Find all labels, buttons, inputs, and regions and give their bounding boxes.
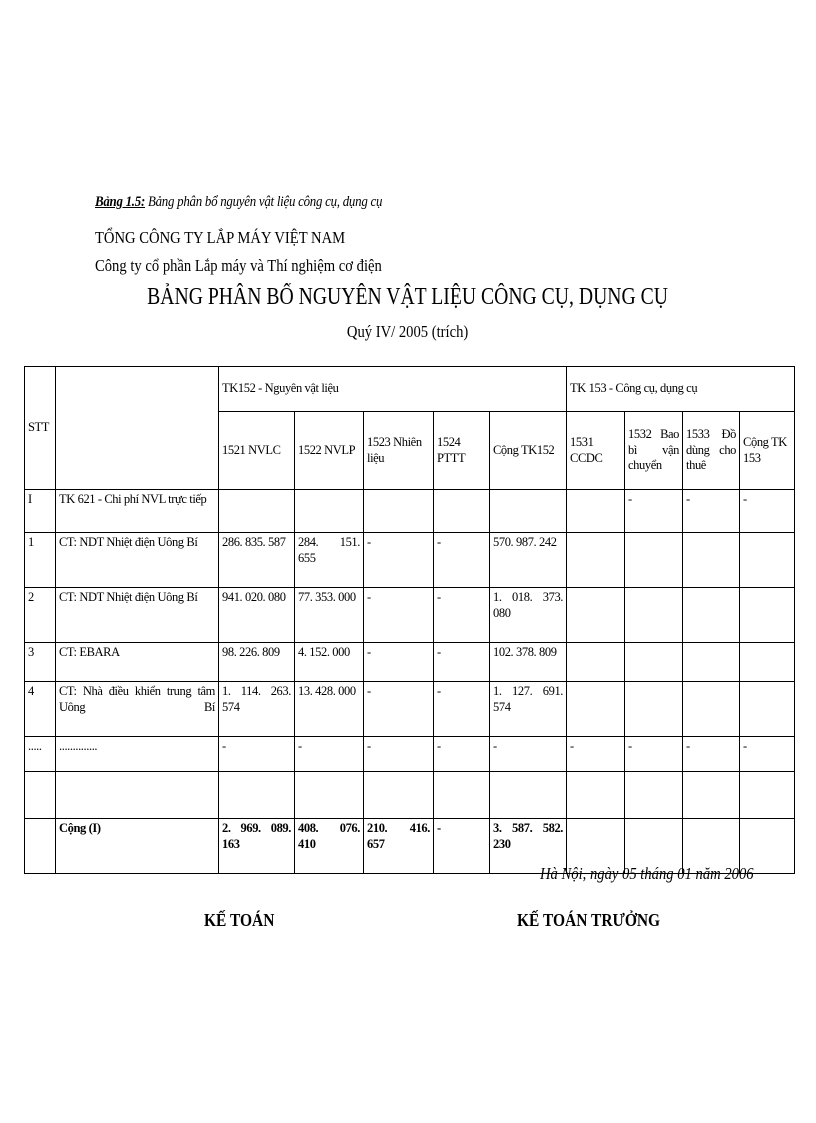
cell-1523: -: [364, 588, 434, 643]
header-total-tk153: Cộng TK 153: [740, 412, 795, 490]
cell-1521: 286. 835. 587: [219, 533, 295, 588]
cell-1522: [295, 490, 364, 533]
cell-total-tk152: 3. 587. 582. 230: [490, 819, 567, 874]
cell-1533: [683, 588, 740, 643]
cell-stt: 2: [25, 588, 56, 643]
cell-total-tk153: -: [740, 737, 795, 772]
cell-1531: [567, 588, 625, 643]
cell-1522: 4. 152. 000: [295, 643, 364, 682]
cell-1522: 284. 151. 655: [295, 533, 364, 588]
cell-1521: -: [219, 737, 295, 772]
cell-1531: [567, 772, 625, 819]
cell-1522: 408. 076. 410: [295, 819, 364, 874]
table-row: [25, 588, 795, 643]
cell-total-tk153: [740, 682, 795, 737]
header-1532: 1532 Bao bì vận chuyển: [625, 412, 683, 490]
cell-1533: [683, 682, 740, 737]
cell-1524: -: [434, 643, 490, 682]
table-caption: [95, 194, 382, 211]
cell-1523: -: [364, 737, 434, 772]
cell-total-tk152: 1. 127. 691. 574: [490, 682, 567, 737]
header-description: [56, 367, 219, 490]
cell-1521: [219, 490, 295, 533]
cell-1533: -: [683, 490, 740, 533]
header-1533: 1533 Đồ dùng cho thuê: [683, 412, 740, 490]
cell-description: CT: NDT Nhiệt điện Uông Bí: [56, 533, 219, 588]
cell-1533: [683, 643, 740, 682]
cell-1533: [683, 533, 740, 588]
cell-total-tk153: [740, 533, 795, 588]
cell-1532: -: [625, 737, 683, 772]
header-tk153: TK 153 - Công cụ, dụng cụ: [567, 367, 795, 412]
parent-organization: TỔNG CÔNG TY LẮP MÁY VIỆT NAM: [95, 228, 346, 247]
cell-1522: 13. 428. 000: [295, 682, 364, 737]
cell-1521: 98. 226. 809: [219, 643, 295, 682]
cell-total-tk153: [740, 588, 795, 643]
cell-total-tk152: 102. 378. 809: [490, 643, 567, 682]
company-name: Công ty cổ phần Lắp máy và Thí nghiệm cơ điện: [95, 256, 382, 275]
caption-text: Bảng phân bổ nguyên vật liệu công cụ, dụng cụ: [145, 194, 383, 210]
header-1524: 1524 PTTT: [434, 412, 490, 490]
cell-description: CT: EBARA: [56, 643, 219, 682]
cell-description: TK 621 - Chi phí NVL trực tiếp: [56, 490, 219, 533]
cell-1521: 1. 114. 263. 574: [219, 682, 295, 737]
header-stt: STT: [25, 367, 56, 490]
cell-stt: .....: [25, 737, 56, 772]
cell-stt: 3: [25, 643, 56, 682]
cell-1524: -: [434, 682, 490, 737]
header-row-top: [25, 367, 795, 412]
header-1523: 1523 Nhiên liệu: [364, 412, 434, 490]
cell-1532: [625, 682, 683, 737]
cell-stt: 1: [25, 533, 56, 588]
cell-total-tk152: [490, 772, 567, 819]
table-row: [25, 643, 795, 682]
cell-1524: [434, 490, 490, 533]
header-1531: 1531 CCDC: [567, 412, 625, 490]
cell-description: CT: Nhà điều khiển trung tâm Uông Bí: [56, 682, 219, 737]
cell-1531: [567, 490, 625, 533]
caption-label: Bảng 1.5:: [95, 194, 146, 210]
cell-1531: [567, 682, 625, 737]
cell-1524: [434, 772, 490, 819]
table-row: [25, 490, 795, 533]
cell-1531: [567, 533, 625, 588]
cell-1532: [625, 772, 683, 819]
table-row: [25, 737, 795, 772]
header-tk152: TK152 - Nguyên vật liệu: [219, 367, 567, 412]
date-line: Hà Nội, ngày 05 tháng 01 năm 2006: [540, 864, 754, 883]
cell-1521: 941. 020. 080: [219, 588, 295, 643]
cell-1523: [364, 772, 434, 819]
cell-1524: -: [434, 588, 490, 643]
cell-1522: 77. 353. 000: [295, 588, 364, 643]
cell-total-tk153: [740, 772, 795, 819]
cell-1532: -: [625, 490, 683, 533]
document-subtitle: Quý IV/ 2005 (trích): [347, 322, 469, 341]
cell-1533: [683, 772, 740, 819]
cell-1524: -: [434, 737, 490, 772]
document-title: BẢNG PHÂN BỔ NGUYÊN VẬT LIỆU CÔNG CỤ, DỤNG CỤ: [147, 284, 669, 310]
table-row: [25, 533, 795, 588]
cell-1521: 2. 969. 089. 163: [219, 819, 295, 874]
cell-description: ..............: [56, 737, 219, 772]
cell-1531: [567, 643, 625, 682]
cell-stt: [25, 819, 56, 874]
cell-stt: [25, 772, 56, 819]
cell-1521: [219, 772, 295, 819]
cell-stt: I: [25, 490, 56, 533]
cell-1523: [364, 490, 434, 533]
header-1522: 1522 NVLP: [295, 412, 364, 490]
signature-accountant: KẾ TOÁN: [204, 910, 275, 930]
cell-1531: -: [567, 737, 625, 772]
cell-total-tk152: 1. 018. 373. 080: [490, 588, 567, 643]
cell-total-tk152: 570. 987. 242: [490, 533, 567, 588]
cell-1523: 210. 416. 657: [364, 819, 434, 874]
cell-1533: -: [683, 737, 740, 772]
header-total-tk152: Cộng TK152: [490, 412, 567, 490]
cell-total-tk152: [490, 490, 567, 533]
cell-1523: -: [364, 533, 434, 588]
signature-chief-accountant: KẾ TOÁN TRƯỞNG: [517, 910, 661, 930]
cell-total-tk153: -: [740, 490, 795, 533]
allocation-table: [24, 366, 795, 874]
cell-description: CT: NDT Nhiệt điện Uông Bí: [56, 588, 219, 643]
cell-description: Cộng (I): [56, 819, 219, 874]
cell-description: [56, 772, 219, 819]
cell-1524: -: [434, 819, 490, 874]
cell-1532: [625, 533, 683, 588]
cell-1532: [625, 643, 683, 682]
cell-total-tk152: -: [490, 737, 567, 772]
cell-1522: -: [295, 737, 364, 772]
cell-stt: 4: [25, 682, 56, 737]
cell-total-tk153: [740, 643, 795, 682]
cell-1523: -: [364, 643, 434, 682]
cell-1524: -: [434, 533, 490, 588]
table-row: [25, 682, 795, 737]
header-1521: 1521 NVLC: [219, 412, 295, 490]
cell-1532: [625, 588, 683, 643]
table-row-blank: [25, 772, 795, 819]
cell-1523: -: [364, 682, 434, 737]
cell-1522: [295, 772, 364, 819]
